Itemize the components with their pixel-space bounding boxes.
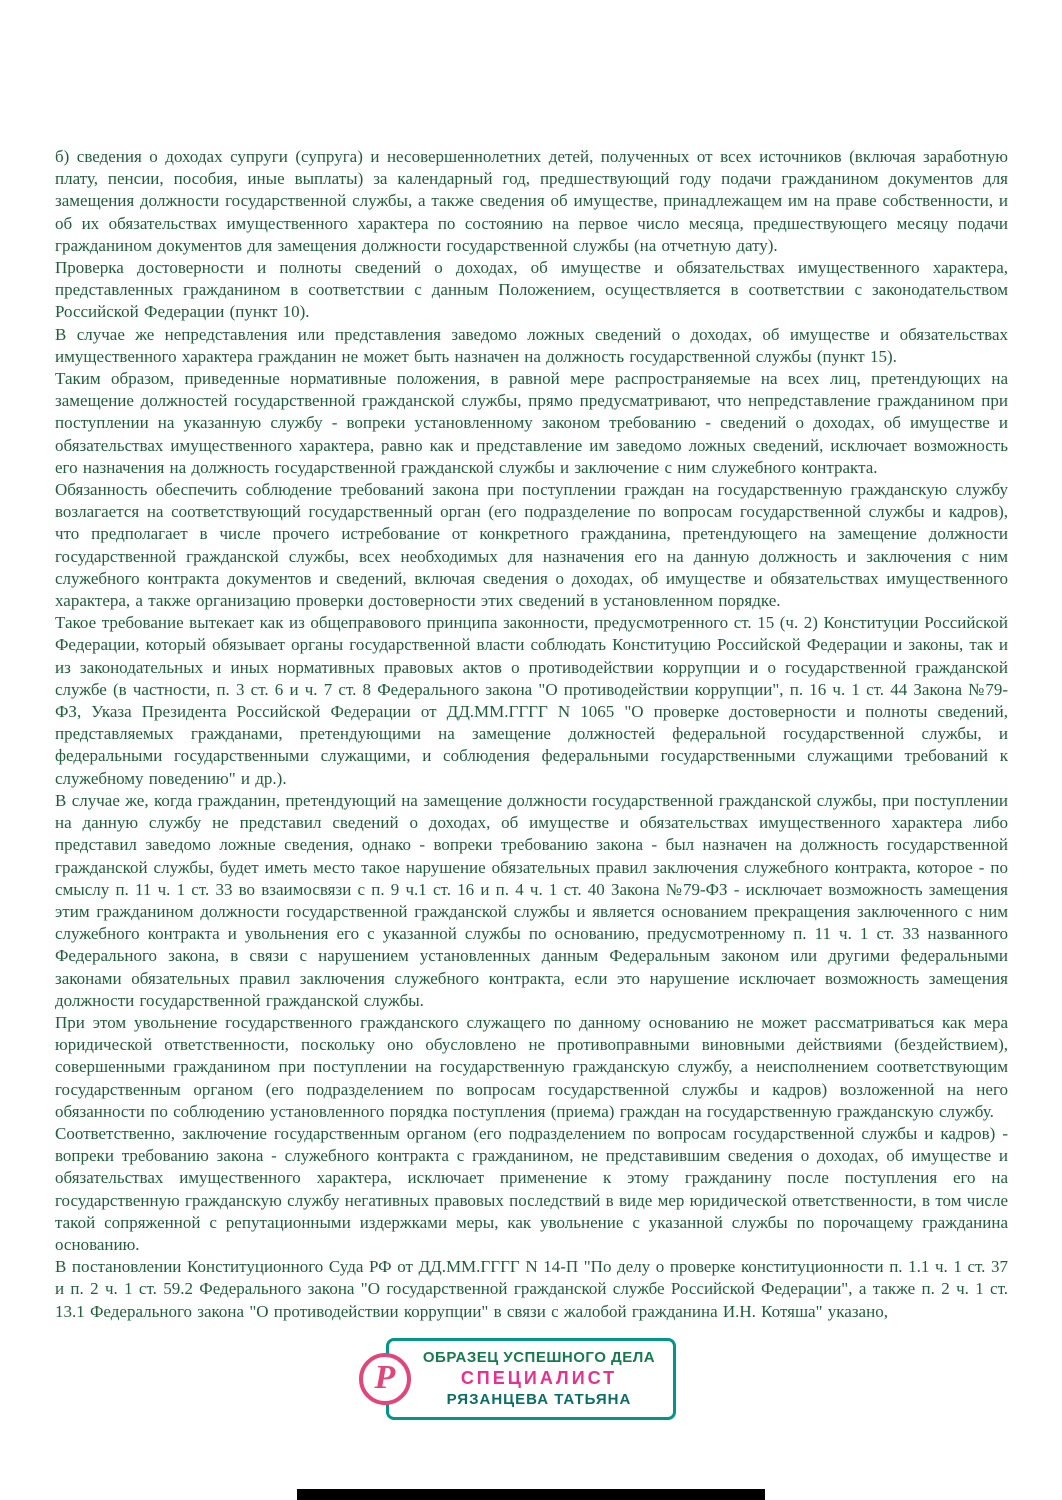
pinterest-icon (359, 1353, 411, 1405)
paragraph: В постановлении Конституционного Суда РФ от ДД.ММ.ГГГГ N 14-П "По делу о проверке конституционности п. 1.1 ч. 1 ст. 37 и п. 2 ч. 1 ст. 59.2 Федерального закона "О государственной гражданской службе Российской Федерации", а также п. 2 ч. 1 ст. 13.1 Федерального закона "О противодействии коррупции" в связи с жалобой гражданина И.Н. Котяша" указано, (55, 1257, 1008, 1321)
stamp-title: ОБРАЗЕЦ УСПЕШНОГО ДЕЛА (422, 1349, 656, 1366)
pinterest-icon-letter: P (374, 1359, 396, 1396)
paragraph: Обязанность обеспечить соблюдение требований закона при поступлении граждан на государственную гражданскую службу возлагается на соответствующий государственный орган (его подразделение по вопросам государственной службы и кадров), что предполагает в числе прочего истребование от конкретного гражданина, претендующего на замещение должности государственной гражданской службы, всех необходимых для назначения его на данную должность и заключения с ним служебного контракта документов и сведений, включая сведения о доходах, об имуществе и обязательствах имущественного характера, а также организацию проверки достоверности этих сведений в установленном порядке. (55, 480, 1008, 611)
stamp-role: СПЕЦИАЛИСТ (460, 1368, 618, 1388)
paragraph: В случае же непредставления или представления заведомо ложных сведений о доходах, об имуществе и обязательствах имущественного характера гражданин не может быть назначен на должность государственной службы (пункт 15). (55, 324, 1008, 366)
paragraph: Таким образом, приведенные нормативные положения, в равной мере распространяемые на всех лиц, претендующих на замещение должностей государственной гражданской службы, прямо предусматривают, что непредставление гражданином при поступлении на указанную службу - вопреки установленному законом требованию - сведений о доходах, об имуществе и обязательствах имущественного характера, равно как и представление им заведомо ложных сведений, исключает возможность его назначения на должность государственной гражданской службы и заключение с ним служебного контракта. (55, 369, 1008, 477)
paragraph: Такое требование вытекает как из общеправового принципа законности, предусмотренного ст. 15 (ч. 2) Конституции Российской Федерации, который обязывает органы государственной власти соблюдать Конституцию Российской Федерации и законы, так и из законодательных и иных нормативных правовых актов о противодействии коррупции и о государственной гражданской службе (в частности, п. 3 ст. 6 и ч. 7 ст. 8 Федерального закона "О противодействии коррупции", п. 16 ч. 1 ст. 44 Закона №79-ФЗ, Указа Президента Российской Федерации от ДД.ММ.ГГГГ N 1065 "О проверке достоверности и полноты сведений, представляемых гражданами, претендующими на замещение должностей федеральной государственной службы, и федеральными государственными служащими, и соблюдения федеральными государственными служащими требований к служебному поведению" и др.). (55, 613, 1008, 788)
stamp-box (374, 1338, 676, 1420)
paragraph: б) сведения о доходах супруги (супруга) и несовершеннолетних детей, полученных от всех источников (включая заработную плату, пенсии, пособия, иные выплаты) за календарный год, предшествующий году подачи гражданином документов для замещения должности государственной службы, а также сведения об имуществе, принадлежащем им на праве собственности, и об их обязательствах имущественного характера по состоянию на первое число месяца, предшествующего месяцу подачи гражданином документов для замещения должности государственной службы (на отчетную дату). (55, 147, 1008, 255)
paragraph: При этом увольнение государственного гражданского служащего по данному основанию не может рассматриваться как мера юридической ответственности, поскольку оно обусловлено не противоправными виновными действиями (бездействием), совершенными гражданином при поступлении на государственную гражданскую службу, а неисполнением соответствующим государственным органом (его подразделением по вопросам государственной службы и кадров) возложенной на него обязанности по соблюдению установленного порядка поступления (приема) граждан на государственную гражданскую службу. (55, 1012, 1008, 1121)
paragraph: Соответственно, заключение государственным органом (его подразделением по вопросам государственной службы и кадров) - вопреки требованию закона - служебного контракта с гражданином, не представившим сведения о доходах, об имуществе и обязательствах имущественного характера, исключает применение к этому гражданину после поступления его на государственную гражданскую службу негативных правовых последствий в виде мер юридической ответственности, в том числе такой сопряженной с репутационными издержками меры, как увольнение с указанной службы по порочащему гражданина основанию. (55, 1123, 1008, 1254)
paragraph: Проверка достоверности и полноты сведений о доходах, об имуществе и обязательствах имущественного характера, представленных гражданином в соответствии с данным Положением, осуществляется в соответствии с законодательством Российской Федерации (пункт 10). (55, 258, 1008, 322)
scanner-edge-bar (297, 1489, 765, 1500)
stamp (0, 1338, 1062, 1420)
document-text (55, 146, 1008, 1323)
paragraph: В случае же, когда гражданин, претендующий на замещение должности государственной гражданской службы, при поступлении на данную службу не представил сведений о доходах, об имуществе и обязательствах имущественного характера либо представил заведомо ложные сведения, однако - вопреки требованию закона - был назначен на должность государственной гражданской службы, будет иметь место такое нарушение обязательных правил заключения служебного контракта, которое - по смыслу п. 11 ч. 1 ст. 33 во взаимосвязи с п. 9 ч.1 ст. 16 и п. 4 ч. 1 ст. 40 Закона №79-ФЗ - исключает возможность замещения этим гражданином должности государственной гражданской службы и является основанием прекращения заключенного с ним служебного контракта и увольнения его с указанной службы по основанию, предусмотренному п. 11 ч. 1 ст. 33 названного Федерального закона, в связи с нарушением установленных данным Федеральным законом или другими федеральными законами обязательных правил заключения служебного контракта, если это нарушение исключает возможность замещения должности государственной гражданской службы. (55, 790, 1008, 1010)
stamp-name: РЯЗАНЦЕВА ТАТЬЯНА (446, 1391, 632, 1408)
